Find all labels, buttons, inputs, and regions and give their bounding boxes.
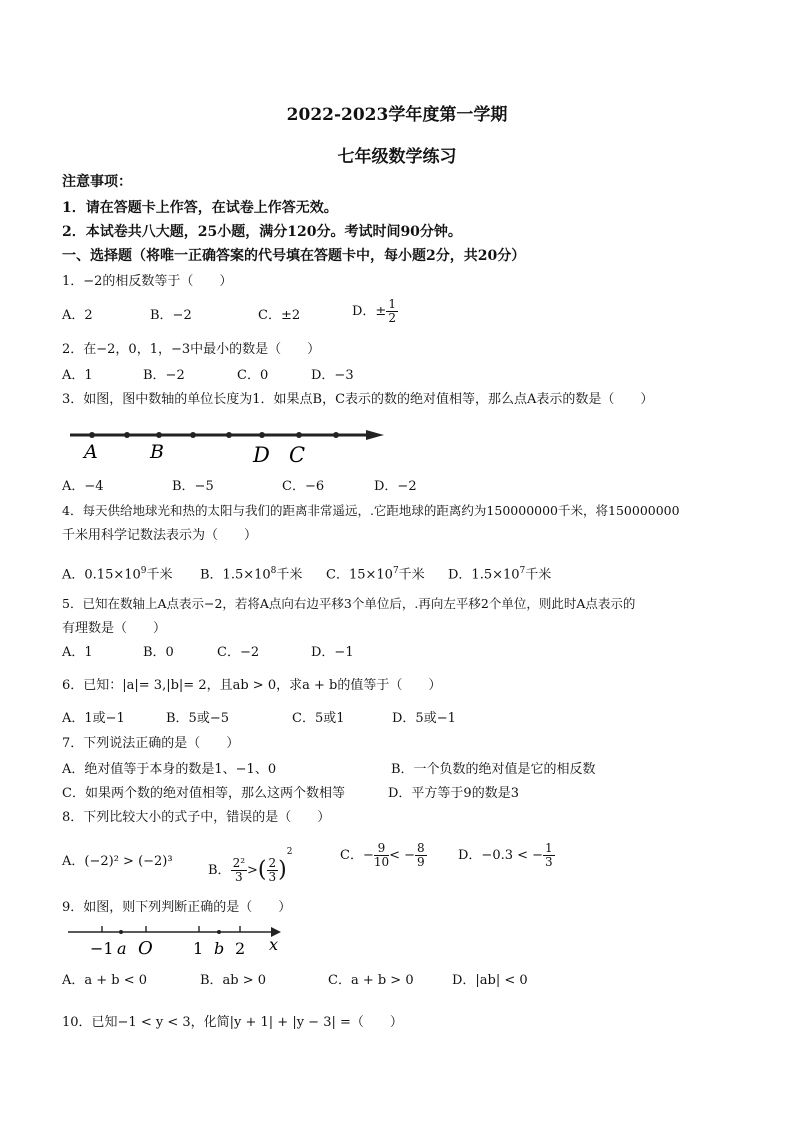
q3-option-c: C．−6 bbox=[282, 479, 325, 494]
q3-tick bbox=[89, 432, 95, 438]
q5-stem-line1: 5．已知在数轴上A点表示−2，若将A点向右边平移3个单位后，.再向左平移2个单位，则此时A点表示的 bbox=[62, 596, 636, 611]
q4-stem-line2: 千米用科学记数法表示为（ ） bbox=[62, 528, 258, 543]
notes-item-2: 2．本试卷共八大题，25小题，满分120分。考试时间90分钟。 bbox=[62, 224, 462, 240]
q8-b-paren-left: ( bbox=[257, 857, 267, 883]
q7-option-b: B．一个负数的绝对值是它的相反数 bbox=[391, 762, 596, 777]
q9-option-b: B．ab > 0 bbox=[200, 973, 267, 988]
q3-number-line bbox=[66, 422, 396, 468]
q3-tick bbox=[156, 432, 162, 438]
q3-label-c: C bbox=[289, 443, 306, 467]
notes-heading: 注意事项： bbox=[62, 174, 132, 190]
q1-option-c: C．±2 bbox=[258, 308, 301, 323]
q8-c-lden: 10 bbox=[373, 855, 390, 869]
q8-b-lnum: 2² bbox=[232, 856, 246, 870]
q1-option-d bbox=[352, 298, 398, 325]
q3-option-d: D．−2 bbox=[374, 479, 417, 494]
q7-stem: 7．下列说法正确的是（ ） bbox=[62, 736, 240, 751]
q1-option-b: B．−2 bbox=[150, 308, 192, 323]
q8-d-prefix: D．−0.3 < − bbox=[458, 848, 544, 863]
q9-label-a: a bbox=[117, 939, 127, 958]
notes-item-1: 1．请在答题卡上作答，在试卷上作答无效。 bbox=[62, 200, 338, 216]
q6-option-d: D．5或−1 bbox=[392, 711, 456, 726]
q9-option-c: C．a + b > 0 bbox=[328, 973, 414, 988]
q8-c-lnum: 9 bbox=[374, 842, 389, 856]
q8-b-paren-right: ) bbox=[278, 857, 287, 883]
q3-tick bbox=[226, 432, 232, 438]
q5-stem-line2: 有理数是（ ） bbox=[62, 621, 167, 636]
q8-b-exp: 2 bbox=[286, 847, 293, 857]
q2-option-d: D．−3 bbox=[311, 368, 354, 383]
q4-d-exp: 7 bbox=[519, 566, 526, 576]
q2-option-c: C．0 bbox=[237, 368, 269, 383]
q5-option-b: B．0 bbox=[143, 645, 174, 660]
q9-label-neg1: −1 bbox=[90, 939, 114, 958]
q1-d-num: 1 bbox=[388, 297, 396, 311]
q8-option-a: A．(−2)² > (−2)³ bbox=[62, 854, 173, 869]
q1-d-den: 2 bbox=[388, 311, 396, 325]
q3-label-b: B bbox=[150, 441, 164, 463]
q8-b-left-fraction bbox=[231, 857, 247, 884]
q8-b-op: > bbox=[247, 863, 258, 878]
q8-c-left-fraction bbox=[374, 842, 389, 869]
q5-option-a: A．1 bbox=[62, 645, 93, 660]
q8-c-right-fraction bbox=[415, 842, 427, 869]
q6-stem: 6．已知：|a|= 3,|b|= 2，且ab > 0，求a + b的值等于（ ） bbox=[62, 678, 442, 693]
q3-tick bbox=[333, 432, 339, 438]
q4-c-base: C．15×10 bbox=[326, 567, 393, 583]
q3-option-a: A．−4 bbox=[62, 479, 104, 494]
q3-tick bbox=[124, 432, 130, 438]
section-1-heading: 一、选择题（将唯一正确答案的代号填在答题卡中，每小题2分，共20分） bbox=[62, 248, 526, 264]
q3-option-b: B．−5 bbox=[172, 479, 214, 494]
q4-option-b bbox=[200, 561, 302, 585]
q3-axis-arrow bbox=[366, 430, 384, 440]
q4-c-unit: 千米 bbox=[398, 567, 425, 583]
q5-option-c: C．−2 bbox=[217, 645, 260, 660]
q4-c-exp: 7 bbox=[392, 566, 399, 576]
q8-b-right-fraction bbox=[267, 857, 279, 884]
q9-label-x: x bbox=[269, 935, 279, 954]
q9-option-a: A．a + b < 0 bbox=[62, 973, 148, 988]
q6-option-c: C．5或1 bbox=[292, 711, 345, 726]
q9-label-b: b bbox=[214, 939, 225, 958]
q7-option-d: D．平方等于9的数是3 bbox=[388, 786, 519, 801]
q7-option-a: A．绝对值等于本身的数是1、−1、0 bbox=[62, 762, 277, 777]
q6-option-b: B．5或−5 bbox=[166, 711, 229, 726]
q4-d-base: D．1.5×10 bbox=[448, 567, 520, 583]
q9-point-b bbox=[217, 930, 221, 934]
q9-number-line bbox=[66, 924, 296, 958]
q8-d-den: 3 bbox=[545, 855, 553, 869]
q8-option-b bbox=[208, 842, 292, 884]
q4-a-unit: 千米 bbox=[146, 567, 173, 583]
q8-b-rnum: 2 bbox=[268, 856, 277, 870]
q2-option-a: A．1 bbox=[62, 368, 93, 383]
q3-tick bbox=[296, 432, 302, 438]
q8-c-rnum: 8 bbox=[417, 841, 425, 855]
q4-option-d bbox=[448, 561, 551, 585]
q8-c-rden: 9 bbox=[417, 855, 425, 869]
q6-option-a: A．1或−1 bbox=[62, 711, 125, 726]
q3-tick bbox=[259, 432, 265, 438]
q8-option-c bbox=[340, 842, 427, 869]
exam-title: 2022-2023学年度第一学期 bbox=[286, 105, 508, 125]
q7-option-c: C．如果两个数的绝对值相等，那么这两个数相等 bbox=[62, 786, 345, 801]
q8-d-fraction bbox=[543, 842, 555, 869]
q3-stem: 3．如图，图中数轴的单位长度为1．如果点B，C表示的数的绝对值相等，那么点A表示的数是（ ） bbox=[62, 392, 654, 407]
q3-label-a: A bbox=[84, 441, 98, 463]
q4-a-base: A．0.15×10 bbox=[62, 567, 141, 583]
q8-option-d bbox=[458, 842, 555, 869]
q4-a-exp: 9 bbox=[140, 566, 147, 576]
q4-d-unit: 千米 bbox=[525, 567, 552, 583]
q8-c-prefix: C．− bbox=[340, 848, 374, 863]
q8-d-num: 1 bbox=[545, 841, 553, 855]
q10-stem: 10．已知−1 < y < 3，化简|y + 1| + |y − 3| =（ ） bbox=[62, 1015, 403, 1030]
q2-option-b: B．−2 bbox=[143, 368, 185, 383]
q8-b-prefix: B． bbox=[208, 863, 231, 878]
q8-c-op: < − bbox=[389, 848, 416, 863]
q4-b-exp: 8 bbox=[270, 566, 277, 576]
q8-b-lden: 3 bbox=[234, 870, 243, 884]
q9-point-a bbox=[119, 930, 123, 934]
q1-option-d-fraction bbox=[386, 298, 398, 325]
q4-b-unit: 千米 bbox=[276, 567, 303, 583]
q9-label-o: O bbox=[138, 938, 153, 958]
q3-label-d: D bbox=[253, 443, 270, 467]
q2-stem: 2．在−2，0，1，−3中最小的数是（ ） bbox=[62, 342, 321, 357]
q9-stem: 9．如图，则下列判断正确的是（ ） bbox=[62, 900, 292, 915]
q8-stem: 8．下列比较大小的式子中，错误的是（ ） bbox=[62, 810, 331, 825]
q9-label-2: 2 bbox=[235, 939, 246, 958]
q8-b-rden: 3 bbox=[268, 870, 277, 884]
q9-option-d: D．|ab| < 0 bbox=[452, 973, 528, 988]
q9-label-1: 1 bbox=[193, 939, 204, 958]
q1-option-d-prefix: D．± bbox=[352, 304, 387, 319]
q4-option-a bbox=[62, 561, 173, 585]
q1-stem: 1．−2的相反数等于（ ） bbox=[62, 274, 233, 289]
q3-tick bbox=[190, 432, 196, 438]
q4-option-c bbox=[326, 561, 425, 585]
q5-option-d: D．−1 bbox=[311, 645, 354, 660]
q4-stem-line1: 4．每天供给地球光和热的太阳与我们的距离非常遥远，.它距地球的距离约为150000000千米，将150000000 bbox=[62, 503, 680, 518]
exam-subtitle: 七年级数学练习 bbox=[337, 147, 457, 167]
q1-option-a: A．2 bbox=[62, 308, 93, 323]
q4-b-base: B．1.5×10 bbox=[200, 567, 271, 583]
